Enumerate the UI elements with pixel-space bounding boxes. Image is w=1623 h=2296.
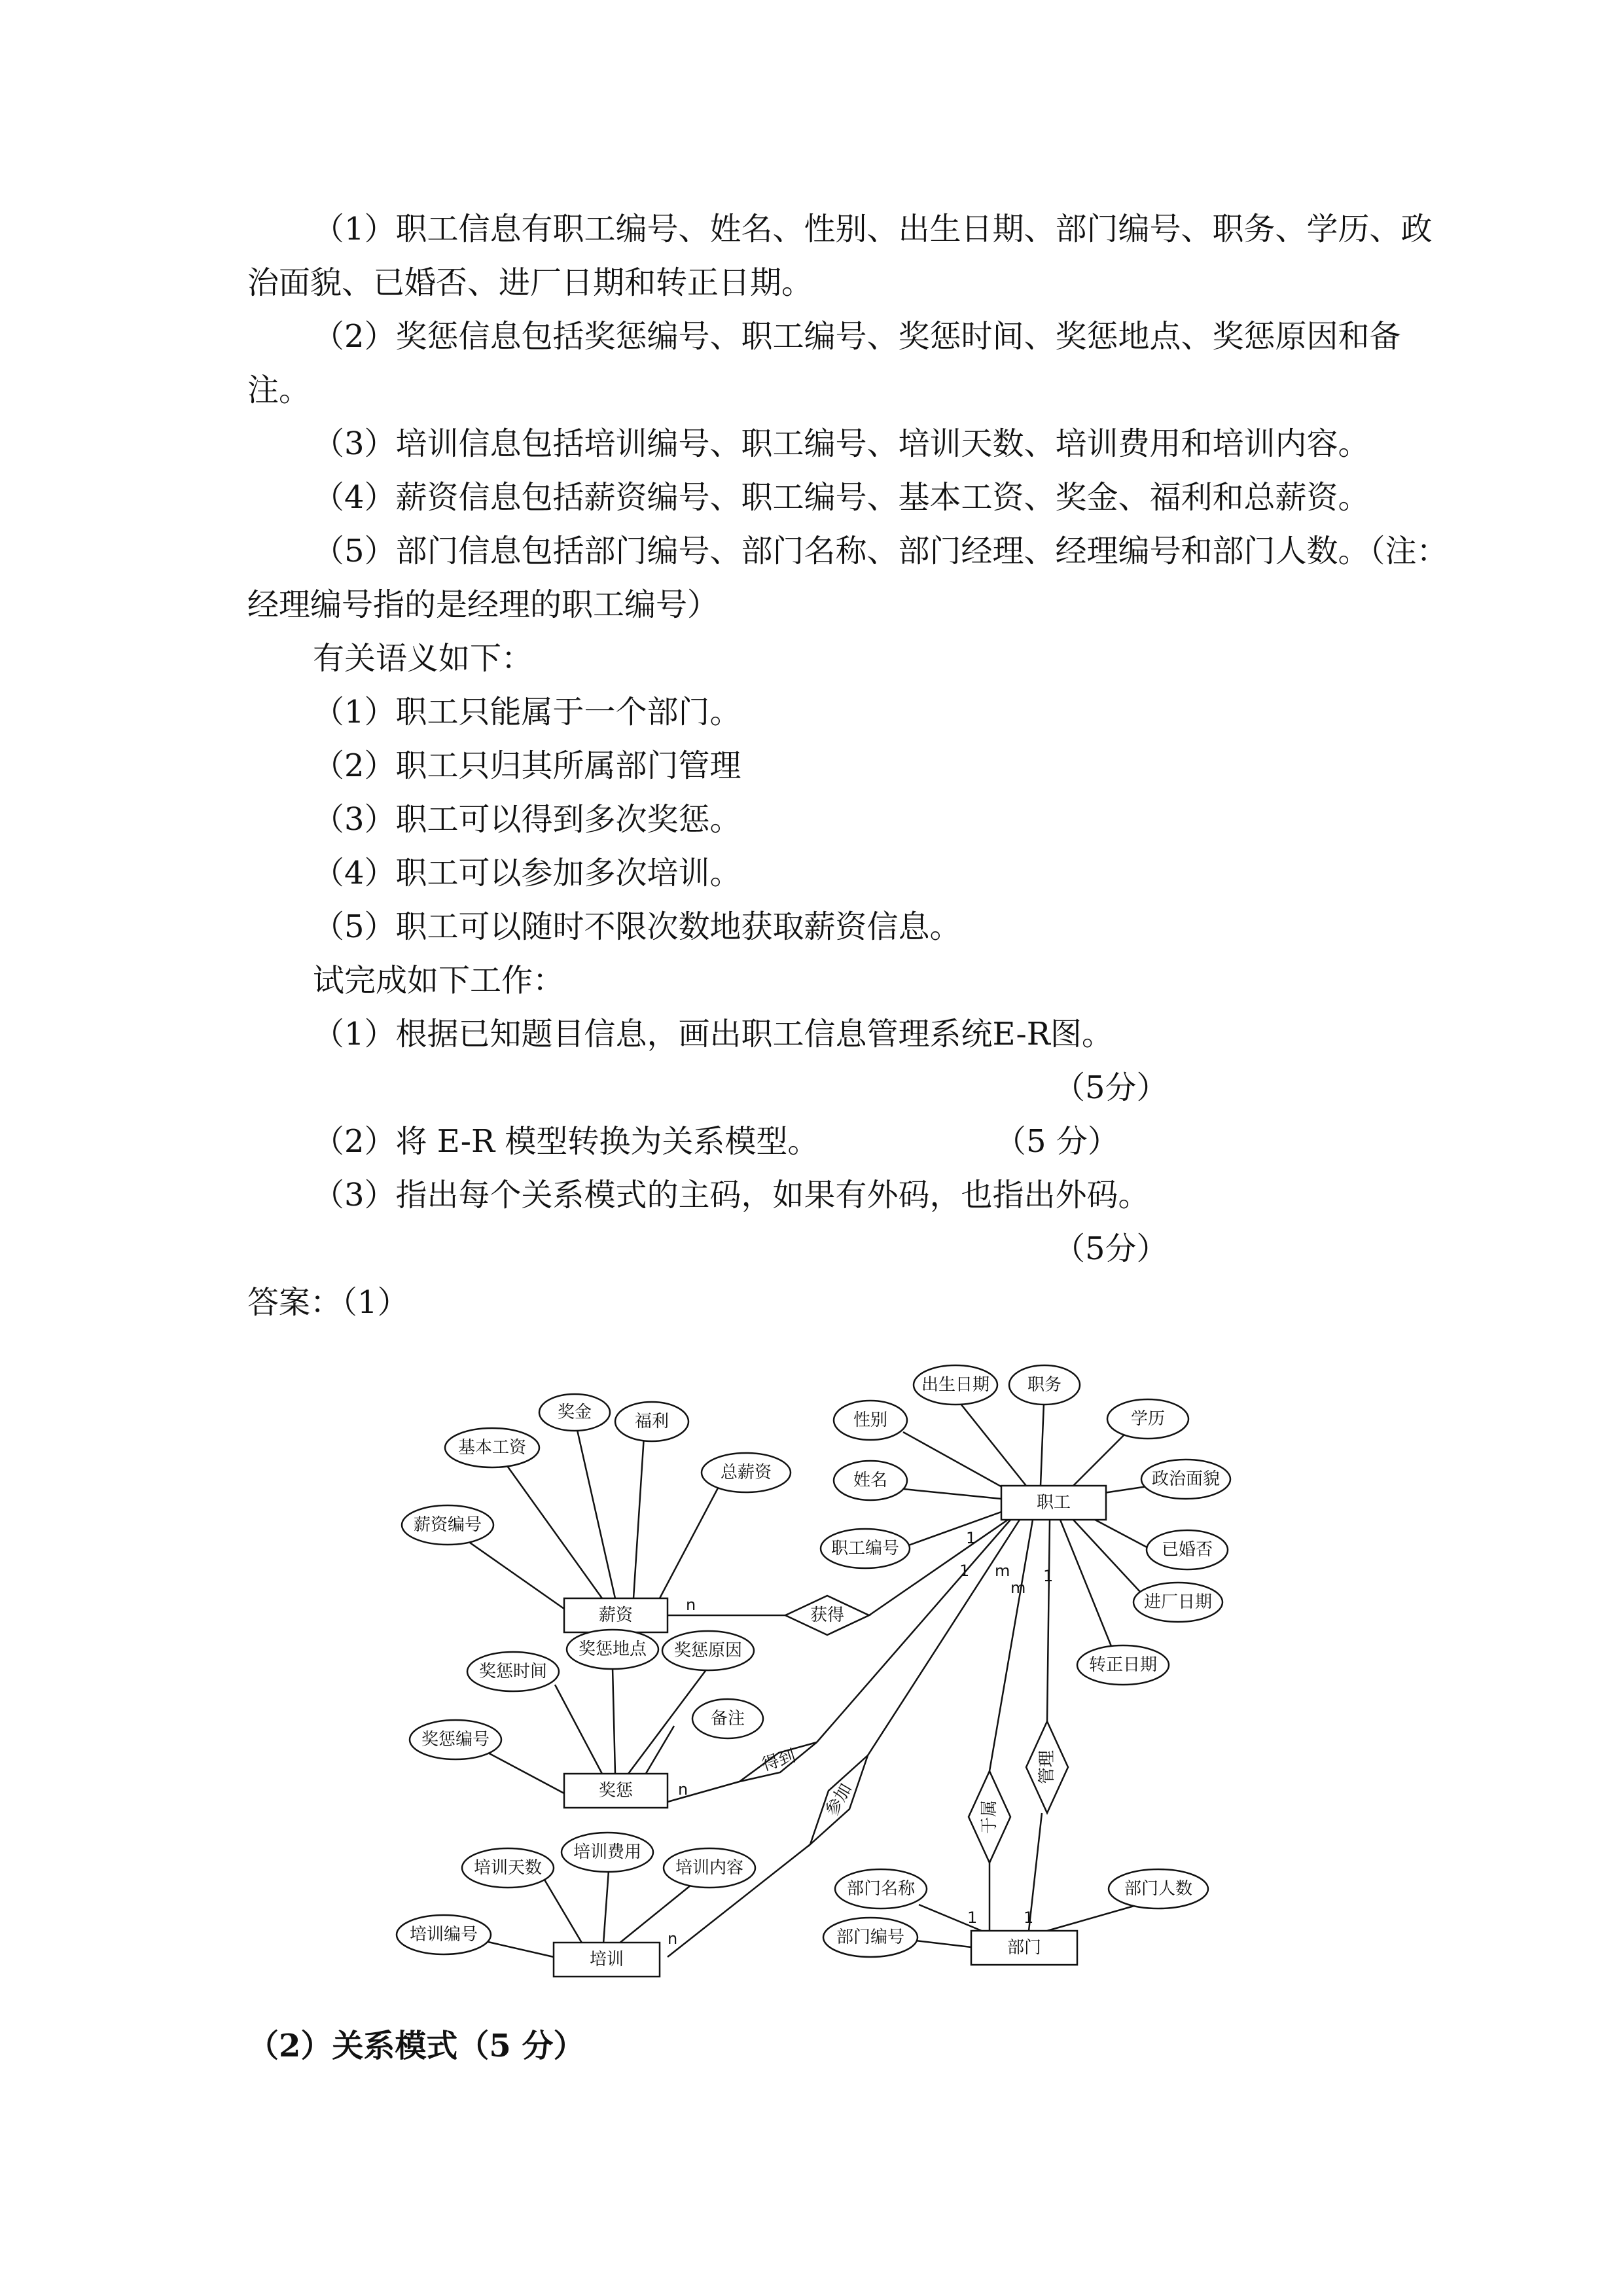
task-1-score: （5分） [1054,1069,1168,1106]
attr-post-label: 职务 [1027,1375,1062,1395]
req-line-3: （2）奖惩信息包括奖惩编号、职工编号、奖惩时间、奖惩地点、奖惩原因和备 [313,318,1401,355]
attr-gender [834,1401,907,1440]
relationship-obtain [785,1596,869,1635]
card-training-n: n [668,1929,678,1948]
card-emp-m-2: m [1010,1579,1026,1597]
attr-education [1107,1399,1188,1439]
card-emp-salary-1: 1 [966,1529,976,1547]
er-edges [463,1386,1152,1957]
attr-salary-id-label: 薪资编号 [413,1515,482,1535]
attr-emp-id [821,1529,910,1568]
entity-employee [1001,1486,1106,1520]
attr-married [1147,1530,1228,1570]
attr-join-date [1133,1583,1222,1622]
attr-base-salary-label: 基本工资 [457,1438,527,1458]
attr-dept-id-label: 部门编号 [836,1928,905,1947]
edge-sal-total [660,1484,720,1598]
edge-emp-empid [903,1512,1001,1547]
entity-department-label: 部门 [1007,1938,1042,1958]
attr-rp-time [467,1652,559,1691]
attr-dept-id [823,1918,918,1957]
attr-rp-id-label: 奖惩编号 [421,1730,490,1749]
semantics-item-4: （4）职工可以参加多次培训。 [313,855,741,891]
relationship-get-label: 得到 [759,1746,798,1776]
req-line-4: 注。 [247,372,311,408]
edge-rp-id [484,1751,564,1793]
semantics-item-1: （1）职工只能属于一个部门。 [313,694,741,730]
card-emp-manage-1: 1 [1043,1567,1054,1585]
attr-education-label: 学历 [1130,1409,1166,1429]
entity-reward-label: 奖惩 [598,1781,633,1801]
relationship-join [810,1755,868,1844]
attr-welfare-label: 福利 [634,1412,669,1431]
attr-rp-time-label: 奖惩时间 [478,1662,548,1681]
attr-tr-content [664,1848,755,1888]
relationship-join-label: 参加 [822,1780,856,1820]
attr-name [834,1461,907,1500]
attr-regular-date [1077,1645,1169,1685]
req-line-8: 经理编号指的是经理的职工编号） [247,586,719,623]
req-line-6: （4）薪资信息包括薪资编号、职工编号、基本工资、奖金、福利和总薪资。 [313,479,1370,516]
semantics-item-3: （3）职工可以得到多次奖惩。 [313,801,741,838]
relationship-belong [969,1771,1010,1863]
task-3: （3）指出每个关系模式的主码，如果有外码，也指出外码。 [313,1177,1150,1213]
task-1: （1）根据已知题目信息，画出职工信息管理系统E-R图。 [313,1016,1113,1052]
attr-tr-fee [562,1833,653,1872]
edge-sal-welfare [633,1436,644,1598]
edge-emp-joindate [1073,1520,1149,1601]
attr-tr-id-label: 培训编号 [409,1925,478,1945]
attr-rp-place-label: 奖惩地点 [578,1640,647,1659]
relationship-manage-label: 管理 [1037,1749,1057,1785]
attr-name-label: 姓名 [853,1471,888,1490]
card-salary-n: n [686,1596,696,1614]
edge-emp-birth [955,1397,1026,1486]
card-emp-reward-1: 1 [959,1562,970,1580]
attr-dept-name [835,1869,927,1909]
attr-rp-id [410,1720,501,1759]
edge-employee-manage [1047,1520,1050,1721]
attr-birth-label: 出生日期 [921,1375,990,1395]
relationship-get [740,1742,817,1782]
attr-bonus [539,1394,610,1431]
tasks-title: 试完成如下工作： [313,962,565,999]
relationship-belong-label: 于属 [980,1799,999,1835]
attr-emp-id-label: 职工编号 [830,1539,900,1558]
card-dept-1-a: 1 [967,1909,978,1927]
edge-sal-id [463,1538,564,1609]
attr-rp-place [567,1630,658,1669]
attr-married-label: 已婚否 [1161,1540,1213,1560]
entity-training [554,1943,660,1977]
attr-post [1009,1365,1080,1405]
attr-tr-id [397,1915,491,1954]
semantics-item-5: （5）职工可以随时不限次数地获取薪资信息。 [313,908,961,945]
attr-politics [1141,1460,1230,1499]
attr-politics-label: 政治面貌 [1151,1469,1221,1489]
attr-base-salary [445,1428,539,1467]
attr-regular-date-label: 转正日期 [1088,1655,1158,1675]
edge-emp-regular [1060,1520,1113,1649]
req-line-7: （5）部门信息包括部门编号、部门名称、部门经理、经理编号和部门人数。（注： [313,533,1448,569]
edge-tr-content [618,1880,698,1944]
edge-sal-bonus [576,1424,615,1598]
attr-dept-count [1109,1869,1208,1909]
attr-tr-days [462,1848,554,1888]
entity-employee-label: 职工 [1036,1493,1071,1513]
attr-birth [914,1365,997,1405]
entity-department [971,1931,1077,1965]
task-3-score: （5分） [1054,1230,1168,1267]
semantics-item-2: （2）职工只归其所属部门管理 [313,747,741,784]
entity-reward [564,1774,668,1808]
attr-salary-id [402,1505,493,1545]
attr-total-salary [702,1453,791,1492]
edge-emp-name [903,1489,1001,1499]
semantics-title: 有关语义如下： [313,640,533,677]
edge-rp-time [555,1685,602,1774]
answer-label: 答案：（1） [247,1284,409,1321]
attr-bonus-label: 奖金 [557,1403,592,1422]
er-diagram [393,1342,1257,1996]
entity-salary-label: 薪资 [598,1605,633,1625]
card-reward-n: n [678,1780,688,1799]
edge-tr-fee [603,1871,609,1944]
attr-dept-count-label: 部门人数 [1124,1879,1193,1899]
attr-gender-label: 性别 [853,1410,888,1430]
section-2-title: （2）关系模式（5 分） [247,2028,585,2064]
attr-rp-reason-label: 奖惩原因 [673,1641,743,1660]
attr-join-date-label: 进厂日期 [1143,1592,1213,1612]
edge-sal-base [503,1460,602,1598]
card-dept-1-b: 1 [1024,1909,1034,1927]
attr-tr-days-label: 培训天数 [473,1858,543,1878]
card-emp-m-1: m [995,1562,1010,1580]
attr-rp-reason [662,1631,754,1670]
req-line-2: 治面貌、已婚否、进厂日期和转正日期。 [247,264,813,301]
task-2-score: （5 分） [995,1123,1119,1160]
attr-remark-label: 备注 [710,1709,745,1729]
req-line-1: （1）职工信息有职工编号、姓名、性别、出生日期、部门编号、职务、学历、政 [313,211,1433,247]
edge-tr-days [544,1880,582,1944]
task-2: （2）将 E-R 模型转换为关系模型。 [313,1123,819,1160]
entity-training-label: 培训 [589,1950,624,1969]
edge-dept-count [1047,1905,1139,1931]
relationship-obtain-label: 获得 [810,1605,845,1625]
entity-salary [564,1598,668,1632]
edge-rp-place [613,1668,615,1774]
attr-dept-name-label: 部门名称 [846,1879,916,1899]
req-line-5: （3）培训信息包括培训编号、职工编号、培训天数、培训费用和培训内容。 [313,425,1370,462]
edge-emp-gender [903,1432,1009,1491]
attr-remark [692,1699,763,1738]
attr-total-salary-label: 总薪资 [720,1463,772,1482]
relationship-manage [1026,1721,1068,1813]
attr-welfare [615,1402,688,1441]
attr-tr-content-label: 培训内容 [675,1858,744,1878]
attr-tr-fee-label: 培训费用 [573,1842,642,1862]
